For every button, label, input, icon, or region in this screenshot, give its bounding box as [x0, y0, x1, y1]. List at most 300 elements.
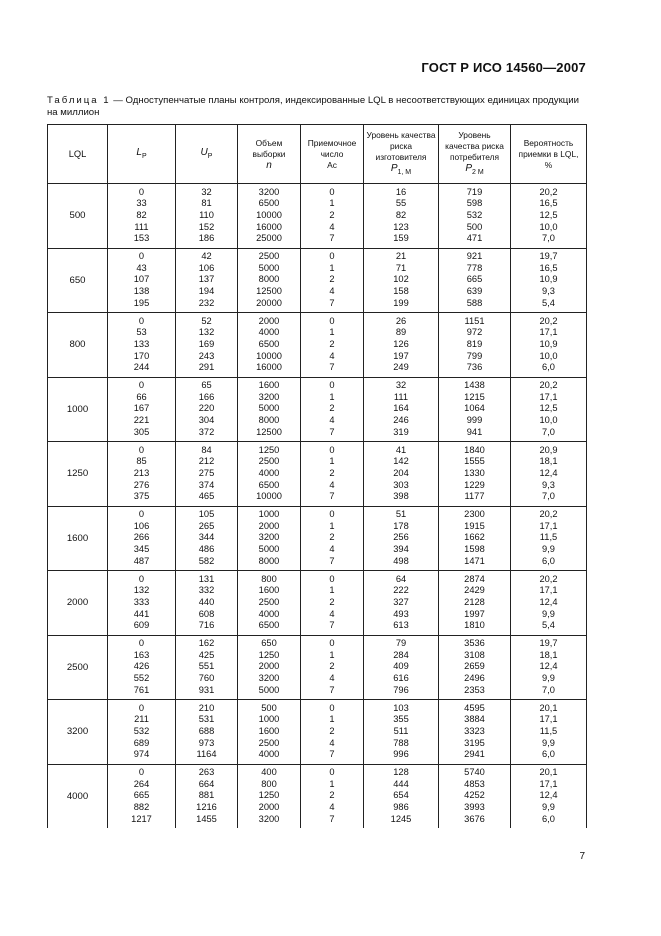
producer-risk-values	[364, 184, 439, 249]
consumer-risk-values	[439, 635, 511, 700]
sample-size-values	[238, 184, 301, 249]
cell-value: 1810	[464, 620, 485, 631]
cell-value: 275	[198, 467, 215, 478]
table-row	[48, 442, 587, 507]
cell-value: 2	[329, 725, 335, 736]
cell-value: 82	[395, 209, 407, 220]
cell-value: 2128	[464, 596, 485, 607]
producer-risk-values	[364, 248, 439, 313]
cell-value: 3195	[464, 737, 485, 748]
cell-value: 111	[393, 391, 409, 402]
cell-value: 1	[329, 714, 335, 725]
cell-value: 5000	[258, 262, 280, 273]
cell-value: 0	[329, 186, 335, 197]
cell-value: 9,9	[542, 608, 555, 619]
cell-value: 276	[133, 479, 150, 490]
cell-value: 66	[136, 391, 147, 402]
cell-value: 8000	[258, 415, 280, 426]
cell-value: 1216	[196, 802, 217, 813]
cell-value: 186	[198, 233, 215, 244]
cell-value: 319	[393, 426, 409, 437]
cell-value: 81	[201, 198, 212, 209]
cell-value: 0	[138, 380, 145, 391]
cell-value: 10000	[256, 491, 282, 502]
cell-value: 89	[395, 327, 407, 338]
sample-size-values	[238, 313, 301, 378]
cell-value: 17,1	[539, 585, 558, 596]
cell-value: 2300	[464, 509, 485, 520]
cell-value: 10000	[256, 209, 282, 220]
sample-size-values	[238, 442, 301, 507]
acceptance-probability-values	[511, 764, 587, 828]
cell-value: 32	[201, 186, 212, 197]
cell-value: 133	[133, 338, 150, 349]
cell-value: 232	[198, 297, 215, 308]
cell-value: 19,7	[539, 251, 558, 262]
cell-value: 5,4	[542, 620, 555, 631]
acceptance-number-values	[301, 248, 364, 313]
lql-cell: 500	[48, 184, 108, 249]
cell-value: 532	[133, 725, 150, 736]
cell-value: 12,5	[539, 403, 558, 414]
cell-value: 1	[329, 649, 335, 660]
cell-value: 1151	[464, 315, 485, 326]
cell-value: 493	[393, 608, 409, 619]
standard-title: ГОСТ Р ИСО 14560—2007	[421, 60, 586, 75]
cell-value: 0	[329, 380, 335, 391]
cell-value: 1455	[196, 813, 217, 824]
cell-value: 986	[393, 802, 409, 813]
up-values	[176, 506, 238, 571]
cell-value: 18,1	[539, 456, 558, 467]
cell-value: 32	[395, 380, 407, 391]
cell-value: 665	[133, 790, 150, 801]
table-caption	[47, 95, 587, 119]
cell-value: 20000	[256, 297, 282, 308]
cell-value: 2500	[258, 456, 280, 467]
cell-value: 20,9	[539, 444, 558, 455]
cell-value: 137	[198, 274, 215, 285]
cell-value: 1997	[464, 608, 485, 619]
cell-value: 12500	[256, 286, 282, 297]
producer-risk-values	[364, 571, 439, 636]
cell-value: 760	[198, 673, 215, 684]
cell-value: 10,9	[539, 274, 558, 285]
cell-value: 20,2	[539, 380, 558, 391]
header-lp: $L_P$	[108, 125, 176, 184]
cell-value: 4	[329, 673, 335, 684]
cell-value: 0	[138, 509, 145, 520]
cell-value: 7	[329, 362, 335, 373]
cell-value: 486	[198, 544, 215, 555]
lql-cell: 1000	[48, 377, 108, 442]
cell-value: 736	[466, 362, 483, 373]
cell-value: 64	[395, 573, 407, 584]
cell-value: 650	[261, 638, 277, 649]
up-values	[176, 442, 238, 507]
cell-value: 2	[329, 532, 335, 543]
cell-value: 222	[393, 585, 409, 596]
lp-values	[108, 635, 176, 700]
cell-value: 7	[329, 555, 335, 566]
cell-value: 2	[329, 403, 335, 414]
cell-value: 220	[198, 403, 215, 414]
cell-value: 4	[329, 221, 335, 232]
lql-cell: 2500	[48, 635, 108, 700]
cell-value: 2000	[258, 520, 280, 531]
cell-value: 1164	[196, 749, 217, 760]
cell-value: 0	[329, 251, 335, 262]
cell-value: 17,1	[539, 327, 558, 338]
cell-value: 972	[466, 327, 483, 338]
cell-value: 1438	[464, 380, 485, 391]
cell-value: 9,3	[542, 479, 555, 490]
cell-value: 197	[393, 350, 409, 361]
cell-value: 1	[329, 198, 335, 209]
up-values	[176, 700, 238, 765]
cell-value: 1471	[464, 555, 485, 566]
cell-value: 425	[198, 649, 215, 660]
cell-value: 409	[393, 661, 409, 672]
cell-value: 6500	[258, 338, 280, 349]
cell-value: 6,0	[542, 813, 555, 824]
cell-value: 195	[133, 297, 150, 308]
cell-value: 7	[329, 813, 335, 824]
cell-value: 532	[466, 209, 483, 220]
cell-value: 882	[133, 802, 150, 813]
cell-value: 7,0	[542, 426, 555, 437]
cell-value: 398	[393, 491, 409, 502]
cell-value: 20,2	[539, 573, 558, 584]
cell-value: 444	[393, 778, 409, 789]
acceptance-number-values	[301, 700, 364, 765]
cell-value: 344	[198, 532, 215, 543]
cell-value: 16,5	[539, 262, 558, 273]
cell-value: 284	[393, 649, 409, 660]
cell-value: 3323	[464, 725, 485, 736]
cell-value: 21	[395, 251, 407, 262]
cell-value: 304	[198, 415, 215, 426]
cell-value: 1000	[258, 509, 280, 520]
cell-value: 107	[133, 274, 150, 285]
cell-value: 9,3	[542, 286, 555, 297]
cell-value: 19,7	[539, 638, 558, 649]
consumer-risk-values	[439, 700, 511, 765]
table-caption-lead: Таблица 1	[47, 95, 111, 106]
cell-value: 2429	[464, 585, 485, 596]
cell-value: 327	[393, 596, 409, 607]
up-values	[176, 377, 238, 442]
cell-value: 204	[393, 467, 409, 478]
cell-value: 441	[133, 608, 150, 619]
cell-value: 12,4	[539, 661, 558, 672]
page-number: 7	[579, 851, 585, 862]
cell-value: 265	[198, 520, 215, 531]
cell-value: 2	[329, 209, 335, 220]
cell-value: 132	[198, 327, 215, 338]
acceptance-probability-values	[511, 506, 587, 571]
cell-value: 131	[198, 573, 215, 584]
cell-value: 142	[393, 456, 409, 467]
cell-value: 588	[466, 297, 483, 308]
cell-value: 796	[393, 684, 409, 695]
up-values	[176, 313, 238, 378]
cell-value: 132	[133, 585, 150, 596]
cell-value: 12,4	[539, 596, 558, 607]
acceptance-number-values	[301, 184, 364, 249]
table-row	[48, 248, 587, 313]
cell-value: 9,9	[542, 673, 555, 684]
cell-value: 1555	[464, 456, 485, 467]
cell-value: 0	[138, 444, 145, 455]
cell-value: 4853	[464, 778, 485, 789]
cell-value: 1064	[464, 403, 485, 414]
lql-cell: 4000	[48, 764, 108, 828]
cell-value: 2	[329, 596, 335, 607]
cell-value: 9,9	[542, 544, 555, 555]
cell-value: 665	[466, 274, 483, 285]
cell-value: 51	[395, 509, 407, 520]
cell-value: 582	[198, 555, 215, 566]
cell-value: 20,2	[539, 509, 558, 520]
cell-value: 12,5	[539, 209, 558, 220]
cell-value: 7	[329, 491, 335, 502]
header-sample-size: Объем выборки n	[238, 125, 301, 184]
cell-value: 17,1	[539, 778, 558, 789]
cell-value: 3884	[464, 714, 485, 725]
cell-value: 616	[393, 673, 409, 684]
cell-value: 973	[198, 737, 215, 748]
cell-value: 9,9	[542, 802, 555, 813]
lp-values	[108, 506, 176, 571]
cell-value: 53	[136, 327, 147, 338]
cell-value: 71	[395, 262, 407, 273]
acceptance-number-values	[301, 506, 364, 571]
lql-cell: 1600	[48, 506, 108, 571]
cell-value: 82	[136, 209, 147, 220]
cell-value: 355	[393, 714, 409, 725]
sample-size-values	[238, 571, 301, 636]
cell-value: 26	[395, 315, 407, 326]
cell-value: 210	[198, 702, 215, 713]
cell-value: 5000	[258, 684, 280, 695]
cell-value: 7,0	[542, 684, 555, 695]
cell-value: 1	[329, 391, 335, 402]
cell-value: 79	[395, 638, 407, 649]
acceptance-number-values	[301, 442, 364, 507]
cell-value: 2941	[464, 749, 485, 760]
cell-value: 921	[466, 251, 483, 262]
acceptance-number-values	[301, 571, 364, 636]
cell-value: 3200	[258, 186, 280, 197]
cell-value: 243	[198, 350, 215, 361]
cell-value: 9,9	[542, 737, 555, 748]
sample-size-values	[238, 377, 301, 442]
cell-value: 552	[133, 673, 150, 684]
cell-value: 244	[133, 362, 150, 373]
cell-value: 778	[466, 262, 483, 273]
cell-value: 1215	[464, 391, 485, 402]
cell-value: 138	[133, 286, 150, 297]
cell-value: 3200	[258, 813, 280, 824]
cell-value: 4	[329, 415, 335, 426]
cell-value: 1250	[258, 444, 280, 455]
cell-value: 0	[329, 509, 335, 520]
producer-risk-values	[364, 442, 439, 507]
cell-value: 2500	[258, 596, 280, 607]
cell-value: 374	[198, 479, 215, 490]
lql-cell: 1250	[48, 442, 108, 507]
cell-value: 164	[393, 403, 409, 414]
cell-value: 1	[329, 262, 335, 273]
table-row	[48, 313, 587, 378]
producer-risk-values	[364, 377, 439, 442]
cell-value: 7	[329, 297, 335, 308]
cell-value: 6500	[258, 198, 280, 209]
cell-value: 0	[138, 315, 145, 326]
cell-value: 10000	[256, 350, 282, 361]
cell-value: 152	[198, 221, 215, 232]
lp-values	[108, 313, 176, 378]
cell-value: 2000	[258, 661, 280, 672]
sample-size-values	[238, 248, 301, 313]
lp-values	[108, 184, 176, 249]
cell-value: 931	[198, 684, 215, 695]
cell-value: 639	[466, 286, 483, 297]
lp-values	[108, 571, 176, 636]
cell-value: 163	[133, 649, 150, 660]
cell-value: 1245	[390, 813, 412, 824]
cell-value: 498	[393, 555, 409, 566]
cell-value: 688	[198, 725, 215, 736]
cell-value: 256	[393, 532, 409, 543]
cell-value: 1250	[258, 649, 280, 660]
cell-value: 199	[393, 297, 409, 308]
cell-value: 800	[261, 573, 277, 584]
cell-value: 333	[133, 596, 150, 607]
cell-value: 166	[198, 391, 215, 402]
cell-value: 4	[329, 737, 335, 748]
cell-value: 4000	[258, 467, 280, 478]
cell-value: 159	[393, 233, 409, 244]
cell-value: 3108	[464, 649, 485, 660]
cell-value: 0	[138, 638, 145, 649]
sampling-plans-table	[47, 124, 587, 828]
cell-value: 16000	[256, 221, 282, 232]
cell-value: 12500	[256, 426, 282, 437]
cell-value: 3676	[464, 813, 485, 824]
consumer-risk-values	[439, 313, 511, 378]
producer-risk-values	[364, 313, 439, 378]
lp-values	[108, 377, 176, 442]
cell-value: 1600	[258, 585, 280, 596]
cell-value: 372	[198, 426, 215, 437]
up-values	[176, 635, 238, 700]
cell-value: 1000	[258, 714, 280, 725]
cell-value: 103	[393, 702, 409, 713]
cell-value: 303	[393, 479, 409, 490]
cell-value: 11,5	[539, 725, 558, 736]
cell-value: 20,2	[539, 315, 558, 326]
cell-value: 1600	[258, 725, 280, 736]
cell-value: 84	[201, 444, 212, 455]
lp-values	[108, 442, 176, 507]
cell-value: 158	[393, 286, 409, 297]
table-row	[48, 635, 587, 700]
cell-value: 487	[133, 555, 150, 566]
cell-value: 799	[466, 350, 483, 361]
cell-value: 471	[466, 233, 483, 244]
cell-value: 2659	[464, 661, 485, 672]
cell-value: 16	[395, 186, 407, 197]
acceptance-number-values	[301, 377, 364, 442]
cell-value: 105	[198, 509, 215, 520]
acceptance-number-values	[301, 764, 364, 828]
cell-value: 2	[329, 661, 335, 672]
cell-value: 167	[133, 403, 150, 414]
table-header-row	[48, 125, 587, 184]
cell-value: 0	[138, 573, 145, 584]
cell-value: 0	[329, 315, 335, 326]
sample-size-values	[238, 764, 301, 828]
cell-value: 2	[329, 467, 335, 478]
table-row	[48, 506, 587, 571]
cell-value: 2874	[464, 573, 485, 584]
cell-value: 500	[466, 221, 483, 232]
cell-value: 2496	[464, 673, 485, 684]
producer-risk-values	[364, 700, 439, 765]
cell-value: 609	[133, 620, 150, 631]
cell-value: 999	[466, 415, 483, 426]
table-row	[48, 571, 587, 636]
acceptance-probability-values	[511, 700, 587, 765]
consumer-risk-values	[439, 184, 511, 249]
acceptance-probability-values	[511, 571, 587, 636]
cell-value: 4000	[258, 749, 280, 760]
cell-value: 788	[393, 737, 409, 748]
cell-value: 2	[329, 274, 335, 285]
cell-value: 6500	[258, 620, 280, 631]
cell-value: 106	[133, 520, 150, 531]
cell-value: 8000	[258, 555, 280, 566]
cell-value: 11,5	[539, 532, 558, 543]
cell-value: 881	[198, 790, 215, 801]
consumer-risk-values	[439, 248, 511, 313]
cell-value: 2000	[258, 802, 280, 813]
cell-value: 531	[198, 714, 215, 725]
cell-value: 153	[133, 233, 150, 244]
consumer-risk-values	[439, 377, 511, 442]
cell-value: 42	[201, 251, 212, 262]
cell-value: 3200	[258, 532, 280, 543]
cell-value: 598	[466, 198, 483, 209]
cell-value: 440	[198, 596, 215, 607]
cell-value: 1229	[464, 479, 485, 490]
cell-value: 4000	[258, 327, 280, 338]
cell-value: 20,1	[539, 702, 558, 713]
cell-value: 819	[466, 338, 483, 349]
cell-value: 213	[133, 467, 150, 478]
cell-value: 1915	[464, 520, 485, 531]
cell-value: 266	[133, 532, 150, 543]
cell-value: 4595	[464, 702, 485, 713]
cell-value: 10,0	[539, 350, 558, 361]
cell-value: 426	[133, 661, 150, 672]
up-values	[176, 184, 238, 249]
cell-value: 0	[329, 767, 335, 778]
cell-value: 800	[261, 778, 277, 789]
header-acceptance-probability: Вероятность приемки в LQL, %	[511, 125, 587, 184]
